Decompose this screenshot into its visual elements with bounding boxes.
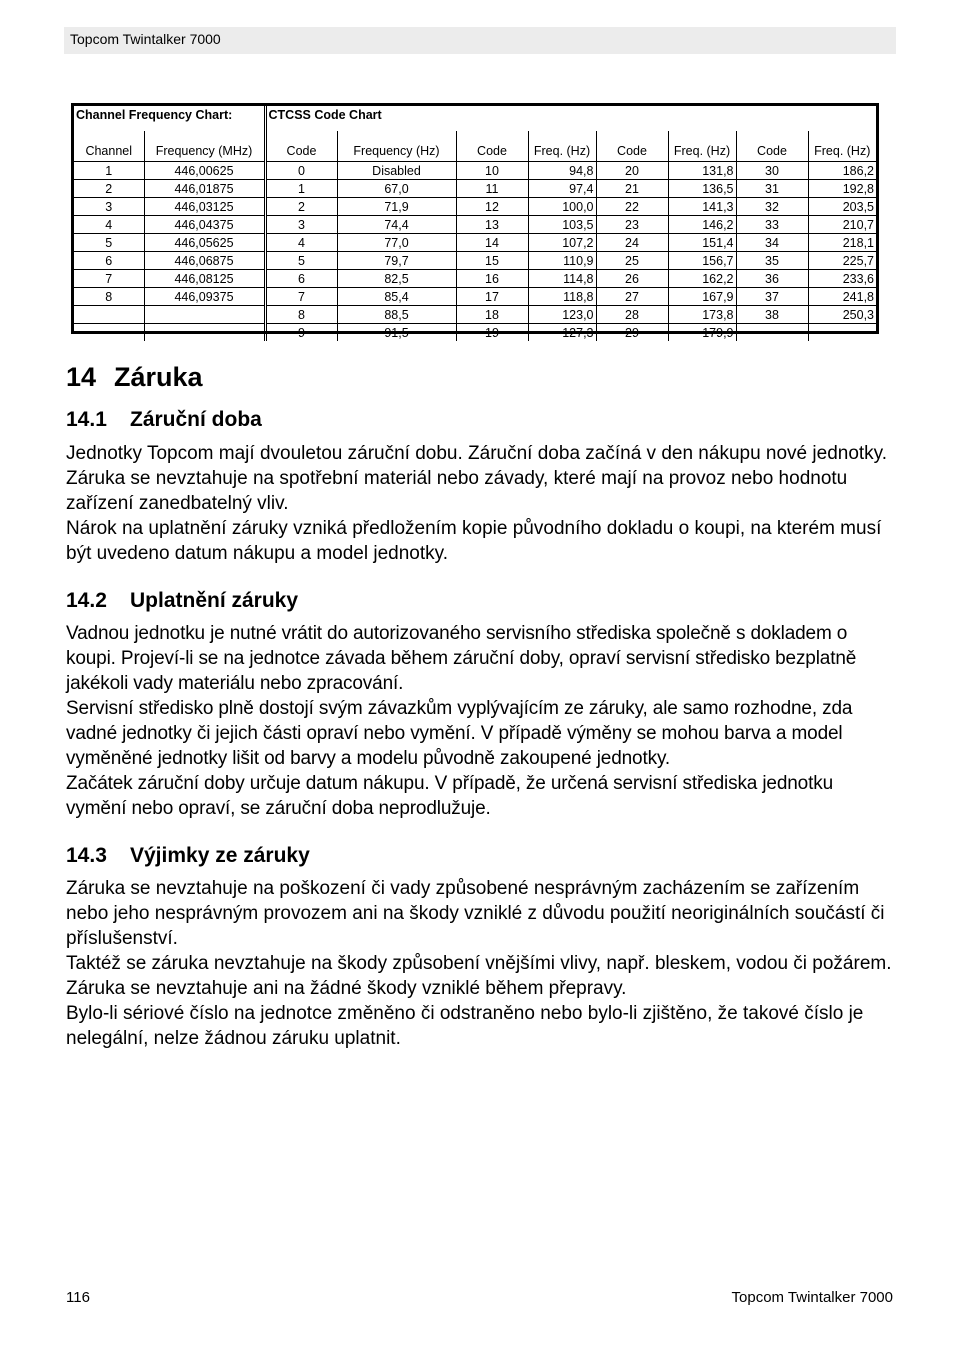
table-cell: 4 (74, 216, 144, 234)
table-cell: 127,3 (528, 324, 596, 342)
column-header: Code (596, 131, 668, 162)
column-header: Frequency (Hz) (337, 131, 456, 162)
table-cell: 31 (736, 180, 808, 198)
table-cell: 146,2 (668, 216, 736, 234)
table-cell: 20 (596, 162, 668, 180)
table-cell: 203,5 (808, 198, 876, 216)
table-cell: 18 (456, 306, 528, 324)
table-row (74, 216, 876, 234)
table-cell: 29 (596, 324, 668, 342)
channel-chart-title: Channel Frequency Chart: (76, 108, 233, 122)
table-cell: 123,0 (528, 306, 596, 324)
column-header: Frequency (MHz) (144, 131, 265, 162)
column-header: Code (265, 131, 337, 162)
table-cell: 79,7 (337, 252, 456, 270)
table-cell: 28 (596, 306, 668, 324)
table-cell: 94,8 (528, 162, 596, 180)
table-cell: 19 (456, 324, 528, 342)
table-cell: Disabled (337, 162, 456, 180)
column-header: Channel (85, 144, 133, 158)
paragraph: Vadnou jednotku je nutné vrátit do autorizovaného servisního střediska společně s dokladem o koupi. Projeví-li se na jednotce závada během záruční doby, opraví servisní středisko bezplatně jakékoli vady materiálu nebo zpracování. (66, 623, 857, 694)
table-cell: 22 (596, 198, 668, 216)
table-row (74, 306, 876, 324)
table-cell: 26 (596, 270, 668, 288)
table-cell: 218,1 (808, 234, 876, 252)
table-cell (736, 324, 808, 342)
table-cell: 103,5 (528, 216, 596, 234)
subsection-heading-14-3 (66, 844, 310, 868)
table-cell: 97,4 (528, 180, 596, 198)
table-cell: 446,05625 (144, 234, 265, 252)
frequency-chart (71, 103, 879, 340)
table-cell: 25 (596, 252, 668, 270)
table-cell: 162,2 (668, 270, 736, 288)
column-header: Code (736, 131, 808, 162)
paragraph: Servisní středisko plně dostojí svým závazkům vyplývajícím ze záruky, ale samo rozhodne, zda vadné jednotky či jejich části opraví nebo vymění. V případě výměny se mohou barva a model vyměněné jednotky lišit od barvy a modelu původně zakoupené jednotky. (66, 698, 853, 769)
table-cell: 1 (265, 180, 337, 198)
table-cell: 4 (265, 234, 337, 252)
table-row (74, 252, 876, 270)
column-header: Freq. (Hz) (528, 131, 596, 162)
table-cell: 12 (456, 198, 528, 216)
table-cell: 36 (736, 270, 808, 288)
section-number: 14 (66, 362, 97, 392)
table-cell: 7 (265, 288, 337, 306)
table-row (74, 234, 876, 252)
table-cell: 24 (596, 234, 668, 252)
table-cell (74, 306, 144, 324)
table-cell: 5 (74, 234, 144, 252)
page-header (64, 27, 896, 54)
subsection-number: 14.3 (66, 844, 107, 867)
table-cell: 136,5 (668, 180, 736, 198)
table-cell: 233,6 (808, 270, 876, 288)
table-cell: 446,04375 (144, 216, 265, 234)
table-cell: 2 (74, 180, 144, 198)
table-cell: 7 (74, 270, 144, 288)
table-cell: 156,7 (668, 252, 736, 270)
paragraph: Bylo-li sériové číslo na jednotce změněno či odstraněno nebo bylo-li zjištěno, že takové číslo je nelegální, nelze žádnou záruku uplatnit. (66, 1003, 864, 1049)
table-cell: 38 (736, 306, 808, 324)
table-cell: 16 (456, 270, 528, 288)
table-cell: 32 (736, 198, 808, 216)
table-cell: 225,7 (808, 252, 876, 270)
table-cell: 210,7 (808, 216, 876, 234)
table-cell: 241,8 (808, 288, 876, 306)
table-cell: 110,9 (528, 252, 596, 270)
subsection-title: Uplatnění záruky (130, 589, 299, 612)
table-cell: 21 (596, 180, 668, 198)
table-cell: 186,2 (808, 162, 876, 180)
table-cell (144, 324, 265, 342)
table-cell: 74,4 (337, 216, 456, 234)
footer-title: Topcom Twintalker 7000 (731, 1289, 893, 1306)
table-cell: 8 (74, 288, 144, 306)
table-cell: 167,9 (668, 288, 736, 306)
subsection-heading-14-1 (66, 408, 262, 432)
table-cell: 100,0 (528, 198, 596, 216)
table-cell: 10 (456, 162, 528, 180)
table-cell: 5 (265, 252, 337, 270)
table-cell: 114,8 (528, 270, 596, 288)
table-cell: 27 (596, 288, 668, 306)
table-cell: 446,06875 (144, 252, 265, 270)
table-cell: 11 (456, 180, 528, 198)
table-cell: 2 (265, 198, 337, 216)
table-row (74, 270, 876, 288)
subsection-number: 14.1 (66, 408, 107, 431)
table-cell: 250,3 (808, 306, 876, 324)
table-cell: 33 (736, 216, 808, 234)
table-cell: 23 (596, 216, 668, 234)
table-cell (808, 324, 876, 342)
table-cell: 151,4 (668, 234, 736, 252)
table-cell: 71,9 (337, 198, 456, 216)
table-cell: 30 (736, 162, 808, 180)
table-cell: 14 (456, 234, 528, 252)
table-row (74, 198, 876, 216)
table-row (74, 288, 876, 306)
table-cell: 131,8 (668, 162, 736, 180)
paragraph: Záruka se nevztahuje na poškození či vady způsobené nesprávným zacházením se zařízením nebo jeho nesprávným provozem ani na škody vzniklé z důvodu použití neoriginálních součástí či příslušenství. (66, 878, 885, 949)
section-title: Záruka (114, 362, 203, 392)
table-cell: 15 (456, 252, 528, 270)
table-cell: 179,9 (668, 324, 736, 342)
table-cell: 67,0 (337, 180, 456, 198)
paragraph: Taktéž se záruka nevztahuje na škody způsobení vnějšími vlivy, např. bleskem, vodou či požárem. Záruka se nevztahuje ani na žádné škody vzniklé během přepravy. (66, 953, 892, 999)
table-row (74, 324, 876, 342)
table-cell: 0 (265, 162, 337, 180)
subsection-heading-14-2 (66, 589, 298, 613)
table-cell: 6 (265, 270, 337, 288)
table-cell (144, 306, 265, 324)
table-cell: 91,5 (337, 324, 456, 342)
column-header-row (74, 131, 876, 162)
table-cell: 9 (265, 324, 337, 342)
frequency-table (74, 106, 876, 341)
table-cell: 192,8 (808, 180, 876, 198)
section-heading (66, 362, 203, 393)
subsection-title: Výjimky ze záruky (130, 844, 310, 867)
header-title: Topcom Twintalker 7000 (70, 31, 221, 47)
table-row (74, 180, 876, 198)
table-cell: 446,03125 (144, 198, 265, 216)
table-cell: 446,09375 (144, 288, 265, 306)
table-cell: 118,8 (528, 288, 596, 306)
table-cell: 446,01875 (144, 180, 265, 198)
ctcss-chart-title: CTCSS Code Chart (265, 106, 876, 131)
table-cell: 107,2 (528, 234, 596, 252)
table-cell: 85,4 (337, 288, 456, 306)
table-cell: 6 (74, 252, 144, 270)
table-cell: 173,8 (668, 306, 736, 324)
subsection-title: Záruční doba (130, 408, 262, 431)
table-cell: 141,3 (668, 198, 736, 216)
table-cell: 8 (265, 306, 337, 324)
paragraph: Nárok na uplatnění záruky vzniká předložením kopie původního dokladu o koupi, na kterém musí být uvedeno datum nákupu a model jednotky. (66, 518, 882, 564)
table-row (74, 162, 876, 180)
table-cell: 88,5 (337, 306, 456, 324)
column-header: Freq. (Hz) (668, 131, 736, 162)
column-header: Freq. (Hz) (808, 131, 876, 162)
subsection-number: 14.2 (66, 589, 107, 612)
table-cell (74, 324, 144, 342)
page-number: 116 (66, 1289, 90, 1306)
paragraph: Jednotky Topcom mají dvouletou záruční dobu. Záruční doba začíná v den nákupu nové jednotky. Záruka se nevztahuje na spotřební materiál nebo závady, které mají na provoz nebo hodnotu zařízení zanedbatelný vliv. (66, 443, 888, 514)
table-cell: 37 (736, 288, 808, 306)
table-cell: 1 (74, 162, 144, 180)
table-cell: 35 (736, 252, 808, 270)
table-cell: 446,08125 (144, 270, 265, 288)
column-header: Code (456, 131, 528, 162)
table-cell: 446,00625 (144, 162, 265, 180)
table-cell: 13 (456, 216, 528, 234)
table-cell: 17 (456, 288, 528, 306)
table-cell: 77,0 (337, 234, 456, 252)
table-cell: 82,5 (337, 270, 456, 288)
table-cell: 3 (265, 216, 337, 234)
table-cell: 34 (736, 234, 808, 252)
table-cell: 3 (74, 198, 144, 216)
paragraph: Začátek záruční doby určuje datum nákupu. V případě, že určená servisní střediska jednotku vymění nebo opraví, se záruční doba neprodlužuje. (66, 773, 833, 819)
